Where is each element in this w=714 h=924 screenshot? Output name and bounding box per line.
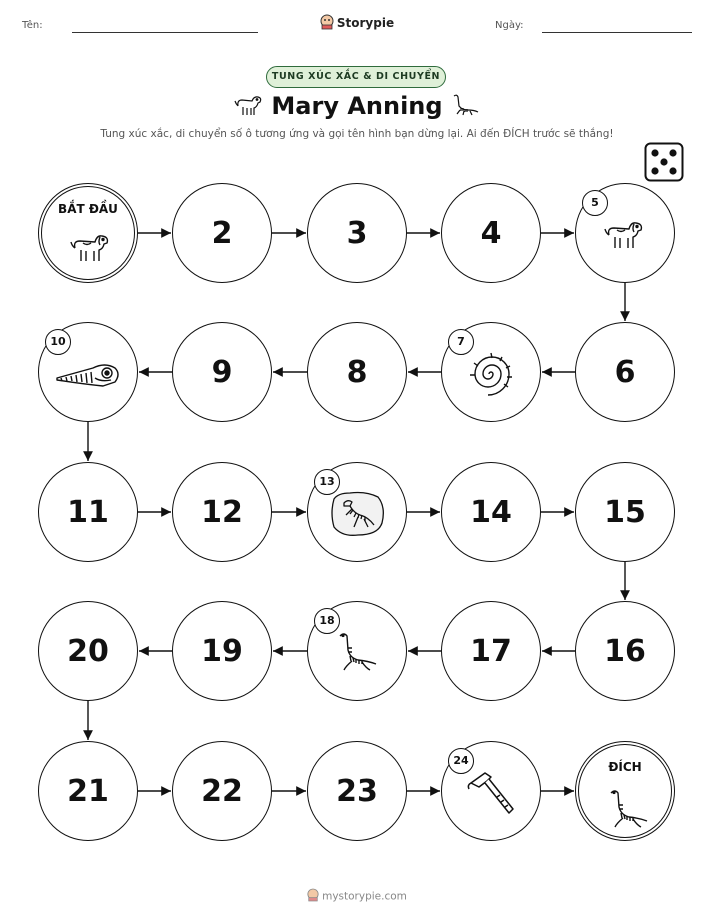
cell-number: 11	[67, 494, 109, 530]
cell-number: 19	[201, 633, 243, 669]
cell-number: 17	[470, 633, 512, 669]
brand-name: Storypie	[336, 16, 395, 30]
cell-number-badge: 10	[45, 329, 71, 355]
activity-badge: TUNG XÚC XẮC & DI CHUYỂN	[266, 66, 446, 88]
board-cell-15	[575, 462, 675, 562]
cell-number-badge: 18	[314, 608, 340, 634]
dog-icon	[603, 215, 647, 259]
board-cell-11	[38, 462, 138, 562]
cell-number: 12	[201, 494, 243, 530]
dog-icon	[69, 228, 113, 272]
ammonite-icon	[466, 351, 516, 401]
board-cell-12	[172, 462, 272, 562]
cell-number: 14	[470, 494, 512, 530]
plesiosaur-icon	[605, 787, 651, 837]
board-cell-21	[38, 741, 138, 841]
cell-number-badge: 7	[448, 329, 474, 355]
cell-number: 4	[480, 215, 502, 251]
footer	[0, 888, 714, 905]
instructions: Tung xúc xắc, di chuyển số ô tương ứng và gọi tên hình bạn dừng lại. Ai đến ĐÍCH trước sẽ thắng!	[100, 128, 614, 140]
board-cell-1	[38, 183, 138, 283]
cell-number: 22	[201, 773, 243, 809]
board-cell-20	[38, 601, 138, 701]
cell-number: 3	[346, 215, 368, 251]
cell-number-badge: 5	[582, 190, 608, 216]
footer-url: mystorypie.com	[322, 890, 407, 903]
date-label: Ngày:	[495, 20, 524, 31]
cell-number: 20	[67, 633, 109, 669]
plesiosaur-icon	[334, 630, 380, 680]
cell-number: 21	[67, 773, 109, 809]
board-cell-4	[441, 183, 541, 283]
cell-number: 16	[604, 633, 646, 669]
cell-number: 23	[336, 773, 378, 809]
cell-number: 8	[346, 354, 368, 390]
board-cell-3	[307, 183, 407, 283]
hammer-icon	[465, 767, 517, 823]
ichthyosaur-skull-icon	[53, 354, 123, 398]
board-cell-19	[172, 601, 272, 701]
cell-number: 6	[614, 354, 636, 390]
cell-number: 2	[211, 215, 233, 251]
board-cell-9	[172, 322, 272, 422]
storypie-logo-icon	[307, 888, 319, 905]
page-title: Mary Anning	[271, 92, 443, 120]
board-cell-6	[575, 322, 675, 422]
board-cell-22	[172, 741, 272, 841]
cell-number-badge: 13	[314, 469, 340, 495]
board-cell-14	[441, 462, 541, 562]
board-cell-2	[172, 183, 272, 283]
start-label: BẮT ĐẦU	[58, 202, 118, 216]
board-cell-25	[575, 741, 675, 841]
board-cell-16	[575, 601, 675, 701]
board-cell-23	[307, 741, 407, 841]
board-cell-17	[441, 601, 541, 701]
cell-number-badge: 24	[448, 748, 474, 774]
cell-number: 9	[211, 354, 233, 390]
finish-label: ĐÍCH	[608, 760, 642, 774]
cell-number: 15	[604, 494, 646, 530]
board-cell-8	[307, 322, 407, 422]
name-label: Tên:	[22, 20, 43, 31]
fossil-skeleton-icon	[328, 489, 386, 543]
